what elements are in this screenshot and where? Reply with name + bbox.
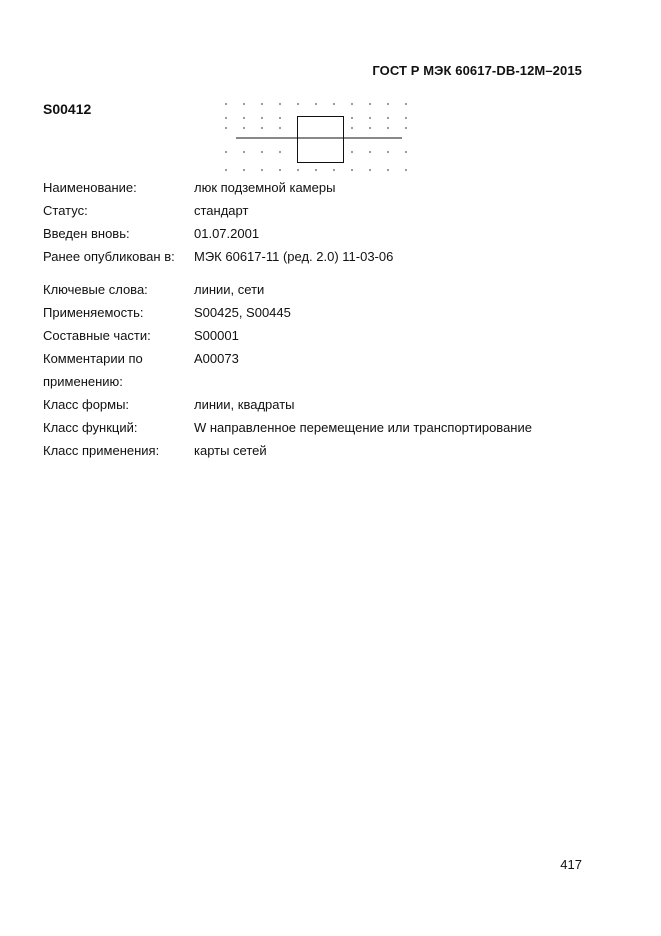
property-row-components <box>43 324 532 347</box>
property-value: S00001 <box>194 328 239 343</box>
page-number: 417 <box>560 857 582 872</box>
property-label: применению: <box>43 374 123 389</box>
property-value: люк подземной камеры <box>194 180 336 195</box>
property-label: Введен вновь: <box>43 226 130 241</box>
property-label: Применяемость: <box>43 305 144 320</box>
property-label: Ключевые слова: <box>43 282 148 297</box>
property-row-keywords <box>43 278 532 301</box>
symbol-figure <box>218 96 418 176</box>
property-label: Класс функций: <box>43 420 138 435</box>
property-row-introduced <box>43 222 532 245</box>
grid-dots <box>225 103 407 171</box>
property-label: Наименование: <box>43 180 137 195</box>
property-label: Составные части: <box>43 328 151 343</box>
property-label: Комментарии по <box>43 351 143 366</box>
document-standard-header: ГОСТ Р МЭК 60617-DB-12M–2015 <box>372 63 582 78</box>
property-row-function-class <box>43 416 532 439</box>
property-row-application-notes-cont <box>43 370 532 393</box>
property-value: МЭК 60617-11 (ред. 2.0) 11-03-06 <box>194 249 394 264</box>
property-row-status <box>43 199 532 222</box>
property-value: A00073 <box>194 351 239 366</box>
property-row-application-class <box>43 439 532 462</box>
property-value: линии, квадраты <box>194 397 295 412</box>
chamber-square <box>298 117 344 163</box>
property-value: W направленное перемещение или транспортирование <box>194 420 532 435</box>
property-label: Класс применения: <box>43 443 160 458</box>
property-value: 01.07.2001 <box>194 226 260 241</box>
property-label: Класс формы: <box>43 397 130 412</box>
symbol-properties <box>43 176 532 462</box>
property-row-name <box>43 176 532 199</box>
property-value: S00425, S00445 <box>194 305 291 320</box>
property-value: стандарт <box>194 203 249 218</box>
property-row-shape-class <box>43 393 532 416</box>
property-label: Статус: <box>43 203 88 218</box>
property-row-applicability <box>43 301 532 324</box>
property-value: карты сетей <box>194 443 267 458</box>
property-value: линии, сети <box>194 282 265 297</box>
property-row-application-notes <box>43 347 532 370</box>
property-label: Ранее опубликован в: <box>43 249 175 264</box>
property-row-previously-published <box>43 245 532 268</box>
symbol-code: S00412 <box>43 101 92 117</box>
